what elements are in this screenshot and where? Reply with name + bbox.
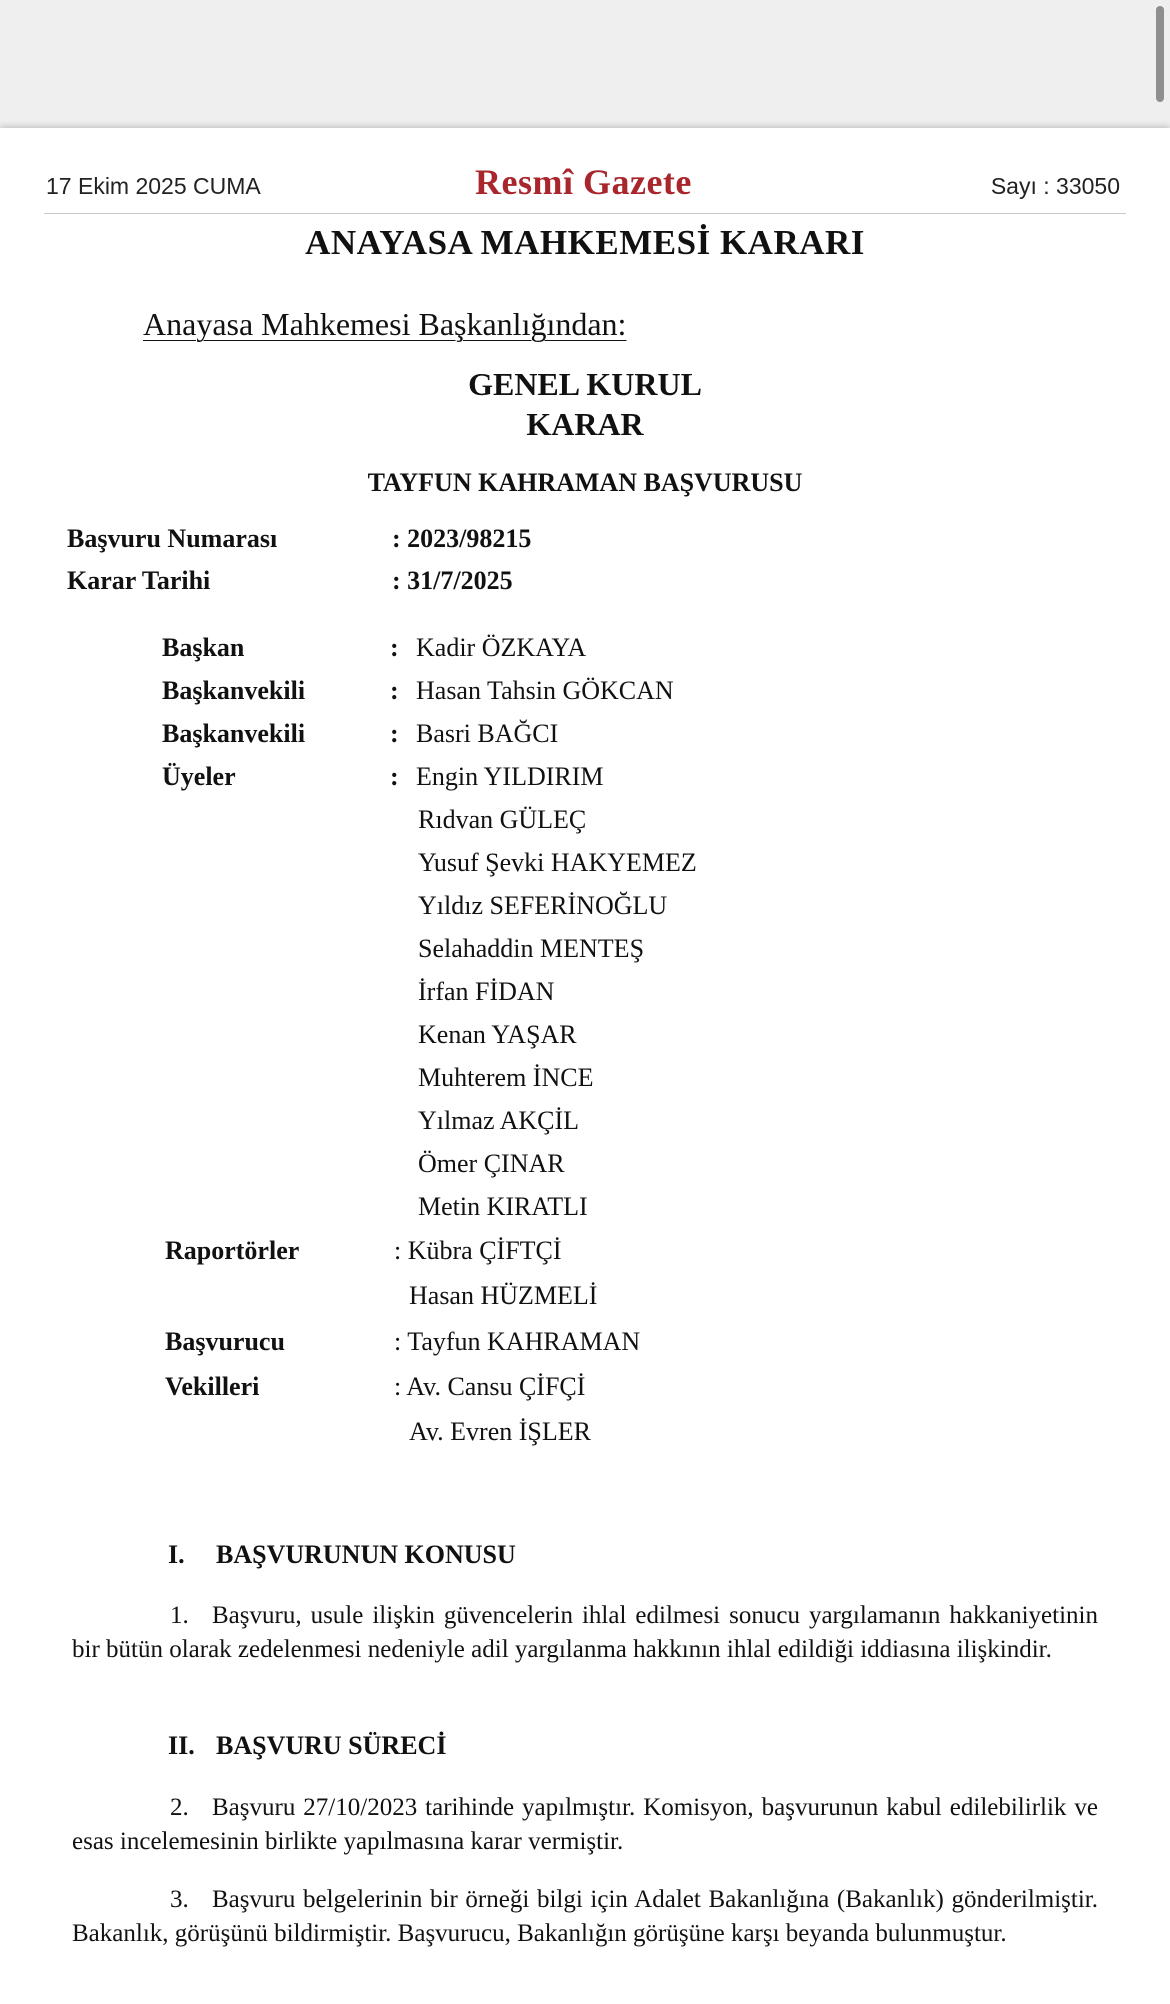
subtitle-decision: KARAR [526, 406, 644, 442]
members-colon: : [390, 762, 399, 791]
paragraph-number: 1. [170, 1602, 189, 1629]
vice-president-1-colon: : [390, 676, 399, 705]
vice-president-2-colon: : [390, 719, 399, 748]
section-number: I. [168, 1540, 185, 1569]
application-number-value: : 2023/98215 [392, 524, 532, 553]
decision-date-value: : 31/7/2025 [392, 566, 513, 595]
header-divider [44, 213, 1126, 214]
counsel-name: : Av. Cansu ÇİFÇİ [394, 1372, 586, 1401]
header-issue-number: Sayı : 33050 [990, 173, 1120, 199]
members-label: Üyeler [162, 762, 236, 791]
section-heading-process [168, 1731, 446, 1761]
gazette-title: Resmî Gazete [475, 162, 692, 202]
header-date: 17 Ekim 2025 CUMA [46, 173, 261, 199]
paragraph-2 [72, 1791, 1098, 1859]
paragraph-1 [72, 1599, 1098, 1667]
president-name: Kadir ÖZKAYA [416, 633, 587, 662]
scrollbar[interactable] [1156, 6, 1164, 102]
document-page [0, 128, 1170, 2004]
vice-president-2-label: Başkanvekili [162, 719, 306, 748]
subtitle-general-assembly: GENEL KURUL [468, 366, 702, 402]
member-name: Ömer ÇINAR [418, 1149, 565, 1178]
applicant-label: Başvurucu [165, 1327, 285, 1356]
paragraph-number: 3. [170, 1886, 189, 1913]
member-name: Rıdvan GÜLEÇ [418, 805, 587, 834]
vice-president-2-name: Basri BAĞCI [416, 719, 559, 748]
paragraph-3 [72, 1883, 1098, 1951]
applicant-name: : Tayfun KAHRAMAN [394, 1327, 641, 1356]
section-number: II. [168, 1731, 195, 1760]
document-title: ANAYASA MAHKEMESİ KARARI [305, 223, 865, 262]
rapporteur-name: Hasan HÜZMELİ [409, 1281, 598, 1310]
paragraph-text: Başvuru, usule ilişkin güvencelerin ihlal edilmesi sonucu yargılamanın hakkaniyetinin bir bütün olarak zedelenmesi nedeniyle adil yargılanma hakkının ihlal edildiği iddiasına ilişkindir. [72, 1602, 1098, 1663]
paragraph-text: Başvuru belgelerinin bir örneği bilgi için Adalet Bakanlığına (Bakanlık) gönderilmiştir. Bakanlık, görüşünü bildirmiştir. Başvurucu, Bakanlığın görüşüne karşı beyanda bulunmuştur. [72, 1886, 1098, 1947]
section-title: BAŞVURU SÜRECİ [216, 1731, 447, 1760]
member-name: Muhterem İNCE [418, 1063, 594, 1092]
case-title: TAYFUN KAHRAMAN BAŞVURUSU [367, 468, 803, 497]
member-name: İrfan FİDAN [418, 977, 555, 1006]
counsel-name: Av. Evren İŞLER [409, 1417, 591, 1446]
vice-president-1-name: Hasan Tahsin GÖKCAN [416, 676, 674, 705]
member-name: Kenan YAŞAR [418, 1020, 577, 1049]
paragraph-number: 2. [170, 1794, 189, 1821]
rapporteurs-label: Raportörler [165, 1236, 300, 1265]
member-name: Yılmaz AKÇİL [418, 1106, 580, 1135]
member-name: Yusuf Şevki HAKYEMEZ [418, 848, 697, 877]
member-name: Engin YILDIRIM [416, 762, 604, 791]
president-colon: : [390, 633, 399, 662]
section-heading-subject [168, 1540, 516, 1570]
decision-date-label: Karar Tarihi [67, 566, 211, 595]
paragraph-text: Başvuru 27/10/2023 tarihinde yapılmıştır. Komisyon, başvurunun kabul edilebilirlik ve esas incelemesinin birlikte yapılmasına karar vermiştir. [72, 1794, 1098, 1855]
counsel-label: Vekilleri [165, 1372, 260, 1401]
member-name: Metin KIRATLI [418, 1192, 588, 1221]
member-name: Selahaddin MENTEŞ [418, 934, 645, 963]
browser-top-area [0, 0, 1170, 128]
vice-president-1-label: Başkanvekili [162, 676, 306, 705]
member-name: Yıldız SEFERİNOĞLU [418, 891, 668, 920]
rapporteur-name: : Kübra ÇİFTÇİ [394, 1236, 562, 1265]
president-label: Başkan [162, 633, 245, 662]
section-title: BAŞVURUNUN KONUSU [216, 1540, 516, 1569]
issuer-line: Anayasa Mahkemesi Başkanlığından: [143, 306, 627, 342]
application-number-label: Başvuru Numarası [67, 524, 278, 553]
